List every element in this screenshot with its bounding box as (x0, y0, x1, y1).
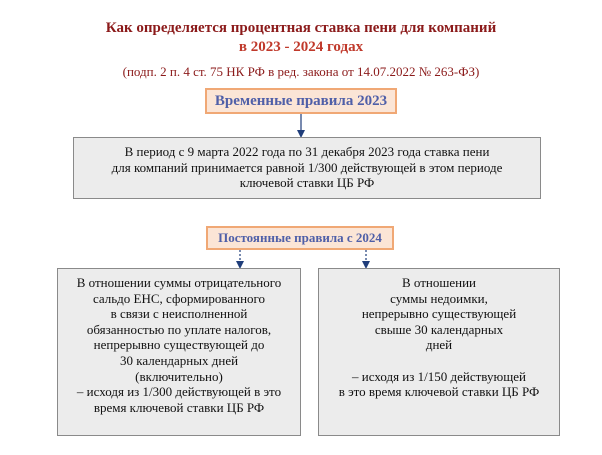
temporary-rule-line: для компаний принимается равной 1/300 действующей в этом периоде (111, 159, 503, 175)
right-rule-line (319, 353, 559, 369)
left-rule-line: (включительно) (135, 368, 223, 384)
right-rule-line: непрерывно существующей (361, 306, 517, 322)
left-rule-line: время ключевой ставки ЦБ РФ (93, 399, 265, 415)
temporary-rule-box (73, 137, 541, 199)
temporary-rule-line: В период с 9 марта 2022 года по 31 декабря 2023 года ставка пени (124, 144, 490, 159)
right-rule-line: суммы недоимки, (390, 290, 488, 306)
left-rule-line: сальдо ЕНС, сформированного (92, 290, 266, 306)
left-rule-line: 30 календарных дней (119, 352, 239, 368)
left-rule-line: в связи с неисполненной (110, 306, 248, 322)
right-rule-line: дней (425, 337, 453, 353)
title-line-1: Как определяется процентная ставка пени для компаний (105, 20, 497, 36)
title-line-2: в 2023 - 2024 годах (238, 39, 364, 55)
right-rule-line: в это время ключевой ставки ЦБ РФ (338, 384, 540, 400)
negative-balance-rule-box (57, 268, 301, 436)
right-rule-line: свыше 30 календарных (374, 321, 504, 337)
left-rule-line: обязанностью по уплате налогов, (86, 321, 272, 337)
left-rule-line: непрерывно существующей до (93, 337, 265, 353)
left-rule-line: – исходя из 1/300 действующей в это (76, 384, 282, 400)
left-rule-line: В отношении суммы отрицательного (76, 275, 282, 290)
arrears-rule-box (318, 268, 560, 436)
right-rule-line: В отношении (401, 275, 477, 290)
right-rule-line: – исходя из 1/150 действующей (352, 368, 526, 384)
permanent-rules-label: Постоянные правила с 2024 (206, 226, 394, 250)
temporary-rules-label: Временные правила 2023 (205, 88, 397, 114)
legal-reference: (подп. 2 п. 4 ст. 75 НК РФ в ред. закона от 14.07.2022 № 263-ФЗ) (122, 64, 480, 79)
temporary-rule-line: ключевой ставки ЦБ РФ (239, 175, 375, 191)
